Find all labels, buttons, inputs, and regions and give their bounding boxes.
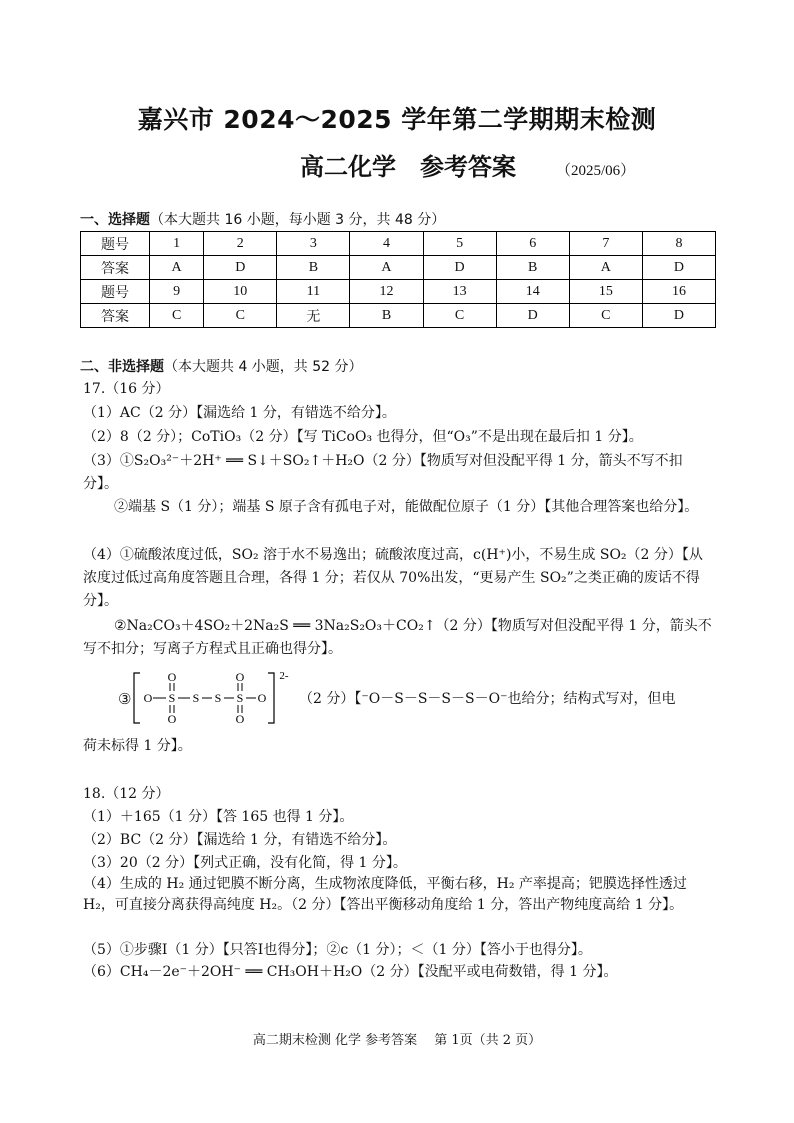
svg-text:2-: 2- xyxy=(279,670,289,682)
table-cell: 10 xyxy=(204,280,277,304)
svg-text:O: O xyxy=(143,691,153,705)
table-row xyxy=(81,280,716,304)
table-row-header: 答案 xyxy=(81,304,150,328)
section1-heading xyxy=(80,209,445,229)
q17-part4c-note: （2 分）【⁻O－S－S－S－S－O⁻也给分；结构式写对，但电 xyxy=(299,691,676,707)
table-cell: D xyxy=(423,256,496,280)
table-cell: A xyxy=(350,256,423,280)
subtitle-text: 高二化学 参考答案 xyxy=(300,153,516,181)
q17-part4c-prefix: ③ xyxy=(118,690,132,708)
table-cell: 2 xyxy=(204,232,277,256)
q17-part4c-tail: 荷未标得 1 分】。 xyxy=(83,738,192,754)
section2-title: 二、非选择题 xyxy=(80,359,164,375)
svg-text:S: S xyxy=(236,691,244,705)
svg-text:O: O xyxy=(235,712,245,726)
q17-part1: （1）AC（2 分）【漏选给 1 分，有错选不给分】。 xyxy=(83,405,396,421)
svg-text:O: O xyxy=(257,691,267,705)
table-cell: 13 xyxy=(423,280,496,304)
q17-part4b: ②Na₂CO₃＋4SO₂＋2Na₂S ══ 3Na₂S₂O₃＋CO₂↑（2 分）【物质写对但没配平得 1 分，箭头不写不扣分；写离子方程式且正确也得分】。 xyxy=(83,618,712,657)
table-cell: 8 xyxy=(642,232,715,256)
table-cell: 无 xyxy=(277,304,350,328)
section2-note: （本大题共 4 小题，共 52 分） xyxy=(164,359,363,375)
table-cell: 4 xyxy=(350,232,423,256)
doc-date: （2025/06） xyxy=(556,163,636,179)
thiosulfate-dimer-structure xyxy=(132,665,292,729)
table-cell: 9 xyxy=(150,280,204,304)
svg-text:O: O xyxy=(235,670,245,684)
svg-text:O: O xyxy=(167,670,177,684)
table-cell: 3 xyxy=(277,232,350,256)
table-row xyxy=(81,304,716,328)
table-cell: 1 xyxy=(150,232,204,256)
table-cell: 7 xyxy=(569,232,642,256)
q18-part4: （4）生成的 H₂ 通过钯膜不断分离，生成物浓度降低，平衡右移，H₂ 产率提高；钯膜选择性透过 H₂，可直接分离获得高纯度 H₂。（2 分）【答出平衡移动角度给 1 分，答出产物纯度高给 1 分】。 xyxy=(83,876,687,913)
table-cell: 16 xyxy=(642,280,715,304)
svg-text:S: S xyxy=(214,691,222,705)
table-row-header: 题号 xyxy=(81,232,150,256)
table-cell: A xyxy=(569,256,642,280)
svg-text:S: S xyxy=(192,691,200,705)
section1-note: （本大题共 16 小题，每小题 3 分，共 48 分） xyxy=(150,212,446,228)
q17-part4: （4）①硫酸浓度过低，SO₂ 溶于水不易逸出；硫酸浓度过高，c(H⁺)小，不易生成 SO₂（2 分）【从浓度过低过高角度答题且合理，各得 1 分；若仅从 70%出发，“更易产生 SO₂”之类正确的废话不得分】。 xyxy=(83,547,703,609)
svg-text:O: O xyxy=(167,712,177,726)
table-cell: 12 xyxy=(350,280,423,304)
table-cell: D xyxy=(642,304,715,328)
page-footer: 高二期末检测 化学 参考答案 第 1页（共 2 页） xyxy=(252,1033,542,1048)
q17-part2: （2）8（2 分）；CoTiO₃（2 分）【写 TiCoO₃ 也得分，但“O₃”不是出现在最后扣 1 分】。 xyxy=(83,429,643,445)
q18-part2: （2）BC（2 分）【漏选给 1 分，有错选不给分】。 xyxy=(83,832,397,848)
q18-part1: （1）＋165（1 分）【答 165 也得 1 分】。 xyxy=(83,809,354,825)
table-cell: 14 xyxy=(496,280,569,304)
q17-part3: （3）①S₂O₃²⁻＋2H⁺ ══ S↓＋SO₂↑＋H₂O（2 分）【物质写对但没配平得 1 分，箭头不写不扣分】。 xyxy=(83,453,683,492)
table-row-header: 题号 xyxy=(81,280,150,304)
table-row-header: 答案 xyxy=(81,256,150,280)
table-cell: C xyxy=(423,304,496,328)
table-cell: D xyxy=(496,304,569,328)
table-cell: 15 xyxy=(569,280,642,304)
doc-title: 嘉兴市 2024～2025 学年第二学期期末检测 xyxy=(137,105,657,134)
section2-heading xyxy=(80,356,363,376)
table-cell: C xyxy=(569,304,642,328)
table-cell: A xyxy=(150,256,204,280)
q17-heading: 17.（16 分） xyxy=(83,381,170,397)
table-row xyxy=(81,232,716,256)
table-cell: B xyxy=(277,256,350,280)
table-cell: 11 xyxy=(277,280,350,304)
table-cell: D xyxy=(642,256,715,280)
table-cell: B xyxy=(496,256,569,280)
table-cell: B xyxy=(350,304,423,328)
q18-heading: 18.（12 分） xyxy=(83,786,170,802)
q18-part5: （5）①步骤Ⅰ（1 分）【只答Ⅰ也得分】；②c（1 分）；＜（1 分）【答小于也得分】。 xyxy=(83,942,592,958)
q18-part3: （3）20（2 分）【列式正确，没有化简，得 1 分】。 xyxy=(83,855,407,871)
svg-text:S: S xyxy=(168,691,176,705)
table-cell: 6 xyxy=(496,232,569,256)
answer-table xyxy=(80,231,716,328)
table-row xyxy=(81,256,716,280)
table-cell: C xyxy=(204,304,277,328)
doc-subtitle xyxy=(300,147,635,182)
section1-title: 一、选择题 xyxy=(80,212,150,228)
q18-part6: （6）CH₄－2e⁻＋2OH⁻ ══ CH₃OH＋H₂O（2 分）【没配平或电荷数错，得 1 分】。 xyxy=(83,964,618,980)
table-cell: 5 xyxy=(423,232,496,256)
table-cell: C xyxy=(150,304,204,328)
table-cell: D xyxy=(204,256,277,280)
q17-part3b: ②端基 S（1 分）；端基 S 原子含有孤电子对，能做配位原子（1 分）【其他合理答案也给分】。 xyxy=(114,499,699,515)
